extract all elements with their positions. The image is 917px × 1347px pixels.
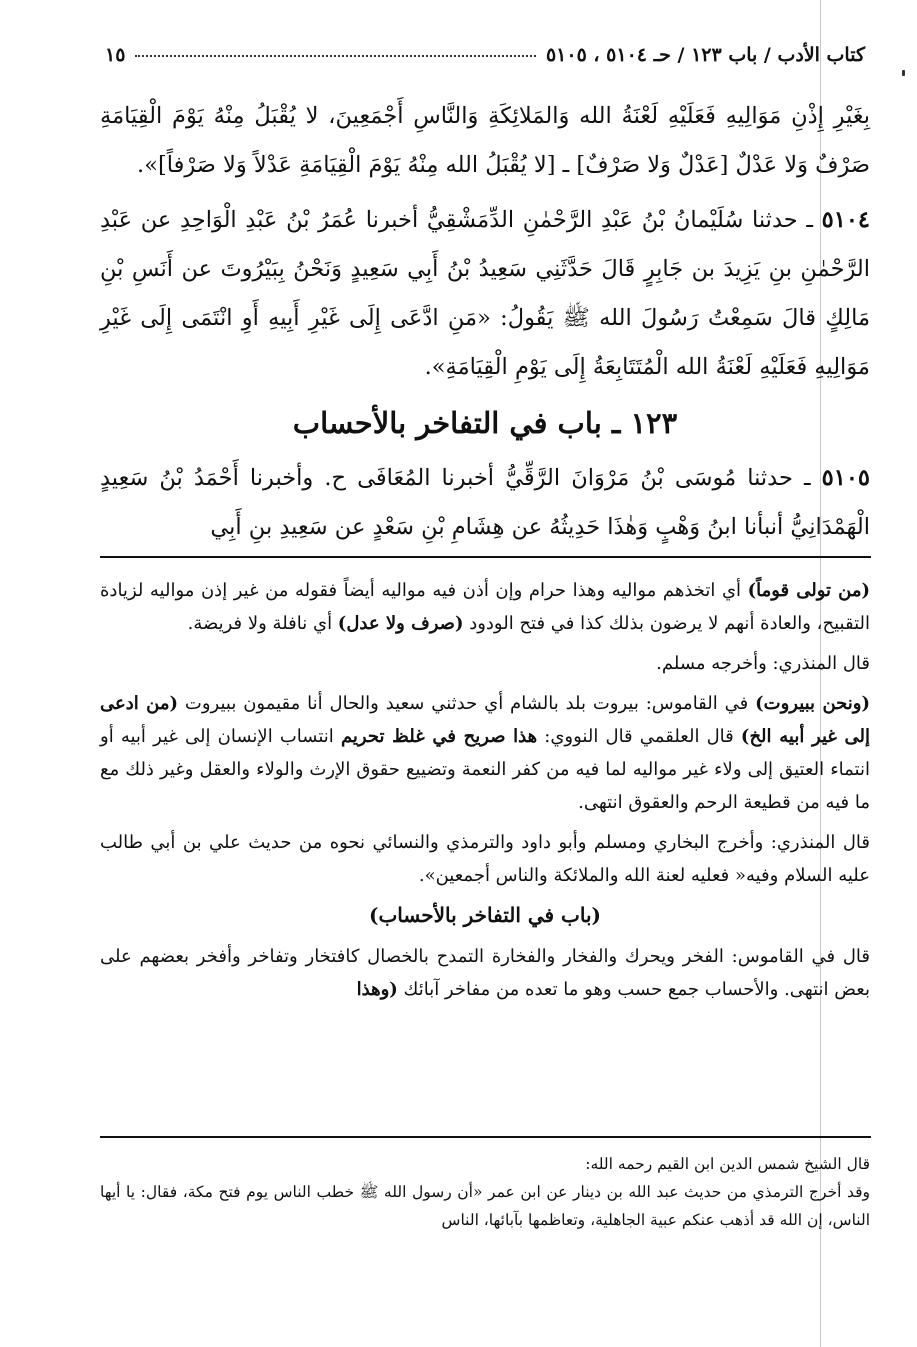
commentary: [100, 574, 870, 1013]
commentary-paragraph: [100, 687, 870, 819]
highlighted-term: هذا صريح في غلظ تحريم: [340, 726, 538, 747]
highlighted-term: (صرف ولا عدل): [337, 613, 464, 634]
footnote: [100, 1150, 870, 1234]
commentary-paragraph: قال المنذري: وأخرج البخاري ومسلم وأبو داود والترمذي والنسائي نحوه من حديث علي بن أبي طالب عليه السلام وفيه« فعليه لعنة الله والملائكة والناس أجمعين».: [100, 832, 870, 886]
commentary-paragraph: [100, 574, 870, 640]
hadith-text: ـ حدثنا سُلَيْمانُ بْنُ عَبْدِ الرَّحْمٰنِ الدِّمَشْقِيُّ أخبرنا عُمَرُ بْنُ عَبْدِ الْوَاحِدِ عن عَبْدِ الرَّحْمٰنِ بنِ يَزِيدَ بن جَابِرٍ قَالَ حَدَّثَنِي سَعِيدُ بْنُ أَبِي سَعِيدٍ وَنَحْنُ بِبَيْرُوتَ عن أَنَسِ بْنِ مَالِكٍ قالَ سَمِعْتُ رَسُولَ الله ﷺ يَقُولُ: «مَنِ ادَّعَى إِلَى غَيْرِ أَبِيهِ أَوِ انْتَمَى إِلَى غَيْرِ مَوَالِيهِ فَعَلَيْهِ لَعْنَةُ الله الْمُتَتَابِعَةُ إِلَى يَوْمِ الْقِيَامَةِ».: [100, 207, 870, 380]
page-header: [105, 40, 865, 70]
commentary-paragraph: [100, 940, 870, 1006]
highlighted-term: (من ادعى إلى غير أبيه الخ): [100, 693, 870, 747]
commentary-paragraph: قال المنذري: وأخرجه مسلم.: [656, 653, 870, 674]
commentary-text: في القاموس: بيروت بلد بالشام أي حدثني سعيد والحال أنا مقيمون ببيروت: [178, 693, 756, 714]
commentary-subheading: (باب في التفاخر بالأحساب): [368, 903, 602, 927]
section-divider: [100, 556, 871, 558]
hadith-number: ٥١٠٥: [821, 465, 870, 491]
footnote-divider: [100, 1136, 871, 1138]
footnote-line: وقد أخرج الترمذي من حديث عبد الله بن دينار عن ابن عمر «أن رسول الله ﷺ خطب الناس يوم فتح مكة، فقال: يا أيها الناس، إن الله قد أذهب عنكم عبية الجاهلية، وتعاظمها بآبائها، الناس: [100, 1183, 870, 1229]
commentary-text: قال العلقمي قال النووي:: [537, 726, 741, 747]
highlighted-term: (ونحن ببيروت): [755, 693, 871, 714]
commentary-text: أي اتخذهم مواليه وهذا حرام وإن أذن فيه مواليه أيضاً فقوله من غير إذن مواليه لزيادة التقبيح، والعادة أنهم لا يرضون بذلك كذا في فتح الودود: [100, 580, 870, 634]
highlighted-term: (من تولى قوماً): [747, 580, 870, 601]
hadith-number: ٥١٠٤: [821, 207, 870, 233]
main-paragraph: [100, 92, 870, 190]
highlighted-term: (وهذا: [356, 979, 398, 1000]
page-number: ١٥: [105, 44, 126, 66]
commentary-text: انتساب الإنسان إلى غير أبيه أو انتماء العتيق إلى ولاء غير مواليه لما فيه من كفر النعمة وتضييع حقوق الإرث والولاء والعقل وغير ذلك مع ما فيه من قطيعة الرحم والعقوق انتهى.: [100, 726, 870, 813]
chapter-title: ١٢٣ ـ باب في التفاخر بالأحساب: [292, 406, 678, 440]
main-text: [100, 92, 870, 558]
hadith-5104: [100, 196, 870, 392]
commentary-text: أي نافلة ولا فريضة.: [187, 613, 338, 634]
footnote-line: قال الشيخ شمس الدين ابن القيم رحمه الله:: [585, 1155, 870, 1173]
running-title: كتاب الأدب / باب ١٢٣ / حـ ٥١٠٤ ، ٥١٠٥: [545, 44, 865, 66]
edge-mark: [902, 70, 905, 76]
header-dot-leader: [135, 54, 536, 57]
main-paragraph-text: بِغَيْرِ إِذْنِ مَوَالِيهِ فَعَلَيْهِ لَعْنَةُ الله وَالمَلائِكَةِ وَالنَّاسِ أَجْمَعِينَ، لا يُقْبَلُ مِنْهُ يَوْمَ الْقِيَامَةِ صَرْفٌ وَلا عَدْلٌ [عَدْلٌ وَلا صَرْفٌ] ـ [لا يُقْبَلُ الله مِنْهُ يَوْمَ الْقِيَامَةِ عَدْلاً وَلا صَرْفاً]».: [100, 103, 870, 178]
hadith-5105: [100, 454, 870, 552]
hadith-text: ـ حدثنا مُوسَى بْنُ مَرْوَانَ الرَّقِّيُّ أخبرنا المُعَافَى ح. وأخبرنا أَحْمَدُ بْنُ سَعِيدٍ الْهَمْدَانِيُّ أنبأنا ابنُ وَهْبٍ وَهٰذَا حَدِيثُهُ عن هِشَامِ بْنِ سَعْدٍ عن سَعِيدِ بنِ أَبِي: [100, 465, 870, 540]
commentary-text: قال في القاموس: الفخر ويحرك والفخار والفخارة التمدح بالخصال كافتخار وتفاخر وأفخر بعضهم على بعض انتهى. والأحساب جمع حسب وهو ما تعده من مفاخر آبائك: [100, 946, 870, 1000]
